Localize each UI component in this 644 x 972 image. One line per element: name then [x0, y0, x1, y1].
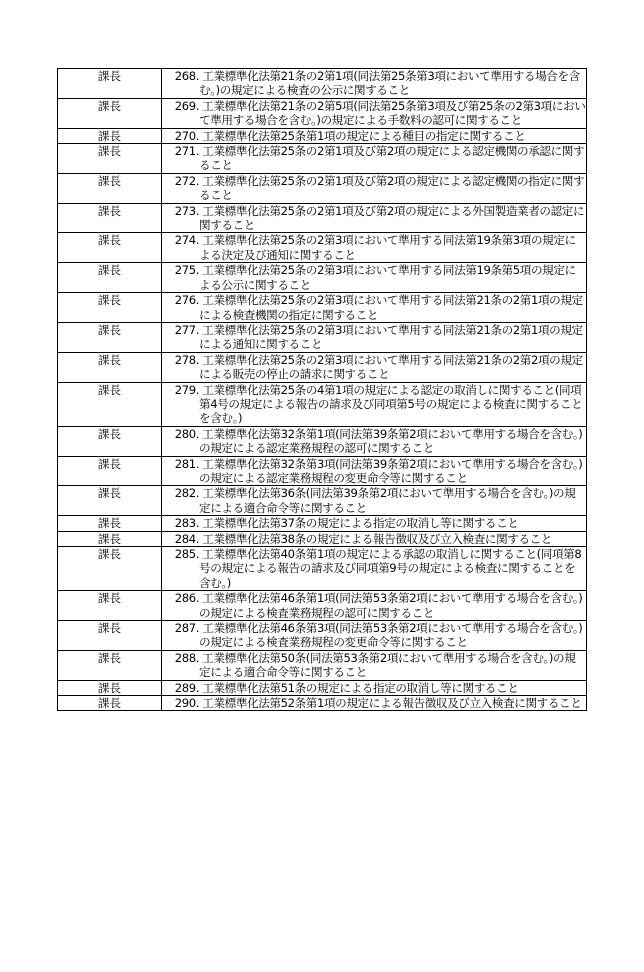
- item-number: 271.: [174, 144, 199, 159]
- item-number: 280.: [174, 426, 199, 441]
- item-number: 288.: [174, 650, 199, 665]
- responsible-role: 課長: [58, 173, 162, 203]
- item-text: 工業標準化法第25条の2第3項において準用する同法第21条の2第1項の規定による通知に関すること: [199, 322, 583, 352]
- responsible-role: 課長: [58, 531, 162, 546]
- duty-item: [162, 621, 587, 651]
- duty-item: [162, 173, 587, 203]
- responsible-role: 課長: [58, 263, 162, 293]
- duty-item-text-block: [162, 591, 586, 620]
- table-row: [58, 144, 587, 174]
- table-row: [58, 516, 587, 531]
- item-text: 工業標準化法第21条の2第1項(同法第25条第3項において準用する場合を含む。)の規定による検査の公示に関すること: [199, 69, 580, 98]
- table-row: [58, 263, 587, 293]
- duty-item-text-block: [162, 129, 586, 143]
- responsible-role: 課長: [58, 591, 162, 621]
- responsible-role: 課長: [58, 456, 162, 486]
- duty-item: [162, 696, 587, 711]
- duty-item: [162, 98, 587, 128]
- duty-item-text-block: [162, 204, 586, 233]
- table-row: [58, 680, 587, 695]
- table-row: [58, 98, 587, 128]
- responsible-role: 課長: [58, 547, 162, 591]
- duties-table: [57, 68, 587, 711]
- duty-item-text-block: [162, 323, 586, 352]
- duty-item: [162, 203, 587, 233]
- duty-item-text-block: [162, 263, 586, 292]
- responsible-role: 課長: [58, 426, 162, 456]
- item-number: 279.: [174, 382, 199, 397]
- item-text: 工業標準化法第36条(同法第39条第2項において準用する場合を含む。)の規定による適合命令等に関すること: [199, 486, 576, 515]
- item-text: 工業標準化法第52条第1項の規定による報告徴収及び立入検査に関すること: [202, 696, 582, 711]
- responsible-role: 課長: [58, 382, 162, 426]
- responsible-role: 課長: [58, 128, 162, 143]
- item-text: 工業標準化法第25条第1項の規定による種目の指定に関すること: [202, 128, 526, 143]
- duty-item-text-block: [162, 696, 586, 710]
- duty-item: [162, 233, 587, 263]
- table-row: [58, 382, 587, 426]
- table-row: [58, 531, 587, 546]
- duty-item-text-block: [162, 547, 586, 590]
- item-text: 工業標準化法第37条の規定による指定の取消し等に関すること: [202, 516, 519, 531]
- table-row: [58, 352, 587, 382]
- responsible-role: 課長: [58, 69, 162, 99]
- item-number: 286.: [174, 591, 199, 606]
- item-text: 工業標準化法第32条第1項(同法第39条第2項において準用する場合を含む。)の規定による認定業務規程の認可に関すること: [199, 426, 583, 456]
- table-row: [58, 322, 587, 352]
- table-row: [58, 426, 587, 456]
- duty-item: [162, 456, 587, 486]
- duty-item: [162, 352, 587, 382]
- responsible-role: 課長: [58, 621, 162, 651]
- item-number: 287.: [174, 621, 199, 636]
- duty-item-text-block: [162, 174, 586, 203]
- duty-item-text-block: [162, 293, 586, 322]
- item-text: 工業標準化法第32条第3項(同法第39条第2項において準用する場合を含む。)の規定による認定業務規程の変更命令等に関すること: [199, 456, 583, 485]
- duty-item-text-block: [162, 233, 586, 262]
- item-text: 工業標準化法第50条(同法第53条第2項において準用する場合を含む。)の規定による適合命令等に関すること: [199, 650, 576, 680]
- duty-item: [162, 69, 587, 99]
- duty-item-text-block: [162, 69, 586, 98]
- item-number: 269.: [174, 98, 199, 113]
- item-text: 工業標準化法第25条の2第3項において準用する同法第21条の2第2項の規定による販売の停止の請求に関すること: [199, 352, 583, 382]
- table-row: [58, 293, 587, 323]
- item-text: 工業標準化法第38条の規定による報告徴収及び立入検査に関すること: [202, 531, 553, 546]
- duty-item: [162, 650, 587, 680]
- duty-item: [162, 382, 587, 426]
- duty-item-text-block: [162, 516, 586, 530]
- item-text: 工業標準化法第25条の2第1項及び第2項の規定による認定機関の承認に関すること: [199, 144, 585, 173]
- item-number: 273.: [174, 203, 199, 218]
- item-text: 工業標準化法第25条の2第3項において準用する同法第21条の2第1項の規定による検査機関の指定に関すること: [199, 293, 583, 322]
- duty-item-text-block: [162, 457, 586, 486]
- item-number: 274.: [174, 233, 199, 248]
- item-number: 277.: [174, 322, 199, 337]
- responsible-role: 課長: [58, 696, 162, 711]
- item-text: 工業標準化法第25条の2第1項及び第2項の規定による外国製造業者の認定に関すること: [199, 203, 585, 233]
- duty-item: [162, 531, 587, 546]
- table-row: [58, 128, 587, 143]
- duty-item: [162, 547, 587, 591]
- table-row: [58, 233, 587, 263]
- item-text: 工業標準化法第40条第1項の規定による承認の取消しに関すること(同項第8号の規定による報告の請求及び同項第9号の規定による検査に関することを含む。): [199, 547, 582, 590]
- duty-item: [162, 486, 587, 516]
- duty-item-text-block: [162, 532, 586, 546]
- item-text: 工業標準化法第25条の4第1項の規定による認定の取消しに関すること(同項第4号の規定による報告の請求及び同項第5号の規定による検査に関することを含む。): [199, 382, 583, 426]
- duty-item-text-block: [162, 144, 586, 173]
- duty-item-text-block: [162, 99, 586, 128]
- item-text: 工業標準化法第46条第3項(同法第53条第2項において準用する場合を含む。)の規定による検査業務規程の変更命令等に関すること: [199, 621, 583, 650]
- duty-item-text-block: [162, 486, 586, 515]
- responsible-role: 課長: [58, 293, 162, 323]
- item-text: 工業標準化法第25条の2第1項及び第2項の規定による認定機関の指定に関すること: [199, 173, 585, 203]
- item-text: 工業標準化法第25条の2第3項において準用する同法第19条第3項の規定による決定及び通知に関すること: [199, 233, 576, 262]
- duty-item: [162, 591, 587, 621]
- item-text: 工業標準化法第46条第1項(同法第53条第2項において準用する場合を含む。)の規定による検査業務規程の認可に関すること: [199, 591, 583, 620]
- table-row: [58, 486, 587, 516]
- item-number: 276.: [174, 293, 199, 308]
- item-number: 283.: [174, 516, 199, 531]
- item-number: 284.: [174, 531, 199, 546]
- duty-item: [162, 322, 587, 352]
- responsible-role: 課長: [58, 516, 162, 531]
- responsible-role: 課長: [58, 680, 162, 695]
- responsible-role: 課長: [58, 144, 162, 174]
- item-number: 282.: [174, 486, 199, 501]
- duty-item: [162, 293, 587, 323]
- table-row: [58, 696, 587, 711]
- item-text: 工業標準化法第21条の2第5項(同法第25条第3項及び第25条の2第3項において準用する場合を含む。)の規定による手数料の認可に関すること: [199, 98, 586, 128]
- table-row: [58, 547, 587, 591]
- item-number: 268.: [174, 69, 199, 83]
- item-number: 285.: [174, 547, 199, 561]
- item-number: 281.: [174, 456, 199, 471]
- responsible-role: 課長: [58, 650, 162, 680]
- duties-table-body: [58, 69, 587, 711]
- table-row: [58, 456, 587, 486]
- item-number: 289.: [174, 680, 199, 695]
- table-row: [58, 591, 587, 621]
- item-number: 278.: [174, 352, 199, 367]
- responsible-role: 課長: [58, 352, 162, 382]
- responsible-role: 課長: [58, 322, 162, 352]
- responsible-role: 課長: [58, 486, 162, 516]
- duty-item: [162, 426, 587, 456]
- duty-item: [162, 263, 587, 293]
- responsible-role: 課長: [58, 233, 162, 263]
- item-text: 工業標準化法第25条の2第3項において準用する同法第19条第5項の規定による公示に関すること: [199, 263, 576, 292]
- table-row: [58, 173, 587, 203]
- duty-item: [162, 144, 587, 174]
- table-row: [58, 650, 587, 680]
- duty-item-text-block: [162, 383, 586, 426]
- duty-item-text-block: [162, 681, 586, 695]
- item-number: 290.: [174, 696, 199, 711]
- duty-item-text-block: [162, 427, 586, 456]
- responsible-role: 課長: [58, 203, 162, 233]
- duty-item-text-block: [162, 353, 586, 382]
- duty-item: [162, 680, 587, 695]
- duty-item: [162, 128, 587, 143]
- item-number: 275.: [174, 263, 199, 278]
- table-row: [58, 621, 587, 651]
- item-number: 270.: [174, 128, 199, 143]
- duty-item-text-block: [162, 621, 586, 650]
- duty-item: [162, 516, 587, 531]
- item-number: 272.: [174, 173, 199, 188]
- table-row: [58, 69, 587, 99]
- responsible-role: 課長: [58, 98, 162, 128]
- item-text: 工業標準化法第51条の規定による指定の取消し等に関すること: [202, 680, 519, 695]
- table-row: [58, 203, 587, 233]
- duty-item-text-block: [162, 651, 586, 680]
